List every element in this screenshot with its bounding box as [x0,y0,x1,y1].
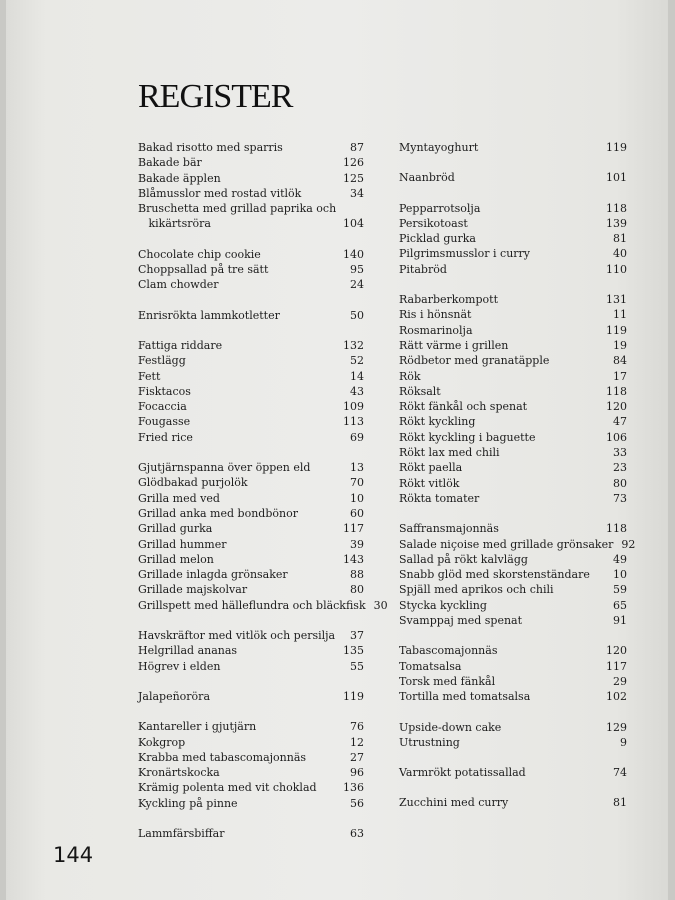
entry-page-number: 10 [613,568,627,582]
index-entry [138,277,364,292]
entry-name: Rök [399,369,421,383]
index-entry [399,430,627,445]
entry-page-number: 87 [350,141,364,154]
entry-name: Grillade majskolvar [138,583,248,597]
index-entry [138,140,364,155]
index-entry [399,338,627,353]
entry-page-number: 63 [350,826,364,840]
entry-page-number: 30 [373,598,388,612]
index-entry [138,521,364,536]
entry-page-number: 119 [343,689,364,703]
entry-name: Kantareller i gjutjärn [138,720,257,734]
index-entry [399,445,627,460]
entry-name: Krämig polenta med vit choklad [138,781,317,795]
index-entry [399,216,627,231]
index-letter-group [138,308,364,323]
entry-page-number: 129 [606,720,627,734]
entry-page-number: 84 [613,354,627,368]
entry-page-number: 40 [613,247,627,261]
entry-page-number: 37 [350,629,364,643]
entry-page-number: 50 [350,308,364,322]
entry-name: Krabba med tabascomajonnäs [138,750,307,764]
index-entry [138,369,364,384]
entry-name: Grillade inlagda grönsaker [138,568,288,582]
index-entry [138,338,364,353]
entry-name: Grillad gurka [138,522,213,536]
entry-page-number: 125 [343,171,364,185]
index-entry [138,750,364,765]
entry-name: Tomatsalsa [399,659,462,673]
index-entry [399,323,627,338]
entry-page-number: 43 [350,384,364,398]
index-entry [138,353,364,368]
entry-page-number: 11 [613,308,627,322]
entry-page-number: 69 [350,430,364,444]
index-entry [399,689,627,704]
entry-name: Rökt lax med chili [399,446,500,460]
entry-page-number: 9 [620,735,627,749]
index-letter-group [399,643,627,704]
entry-name: Kronärtskocka [138,766,220,780]
entry-page-number: 110 [606,262,627,276]
entry-page-number: 118 [606,201,627,215]
index-entry [138,689,364,704]
index-entry [138,552,364,567]
entry-page-number: 135 [343,644,364,658]
index-entry [138,171,364,186]
entry-name: Picklad gurka [399,232,476,246]
index-entry [138,765,364,780]
entry-page-number: 55 [350,659,364,673]
index-entry [138,719,364,734]
index-letter-group [399,292,627,506]
index-letter-group [138,460,388,613]
entry-page-number: 81 [613,232,627,246]
entry-name: Bakade bär [138,156,202,170]
entry-name: Sallad på rökt kalvlägg [399,552,528,566]
entry-name: Rökt vitlök [399,476,460,490]
entry-page-number: 81 [613,796,627,810]
index-entry [138,186,364,201]
index-entry [138,384,364,399]
index-entry [138,567,364,582]
entry-name: Rosmarinolja [399,323,473,337]
entry-page-number: 23 [613,461,627,475]
entry-name: Jalapeñoröra [138,689,210,703]
entry-page-number: 13 [350,461,364,475]
entry-name: Zucchini med curry [399,796,509,810]
index-entry [138,643,364,658]
entry-page-number: 80 [613,476,627,490]
entry-name: Grillad melon [138,552,214,566]
entry-name: Grillspett med hälleflundra och bläckfisk [138,598,366,612]
entry-name: Bakad risotto med sparris [138,141,283,154]
entry-page-number: 119 [606,141,627,154]
entry-name: Pilgrimsmusslor i curry [399,247,531,261]
index-entry [399,369,627,384]
entry-name: Rökt kyckling [399,415,476,429]
entry-name: Svamppaj med spenat [399,614,523,628]
index-entry [399,720,627,735]
entry-name: Pitabröd [399,262,447,276]
index-entry [138,430,364,445]
index-entry [138,582,364,597]
index-entry [399,552,627,567]
entry-page-number: 118 [606,384,627,398]
entry-page-number: 52 [350,354,364,368]
entry-name: Myntayoghurt [399,141,479,154]
entry-page-number: 24 [350,278,364,292]
entry-name: Gjutjärnspanna över öppen eld [138,461,311,475]
index-entry [138,598,388,613]
entry-name: Rökta tomater [399,491,480,505]
entry-page-number: 76 [350,720,364,734]
entry-page-number: 74 [613,766,627,780]
entry-page-number: 91 [613,614,627,628]
entry-name: Rökt fänkål och spenat [399,400,528,414]
entry-page-number: 49 [613,552,627,566]
entry-name: Grilla med ved [138,491,220,505]
entry-name: Tortilla med tomatsalsa [399,690,531,704]
entry-name: Festlägg [138,354,186,368]
entry-name: Ris i hönsnät [399,308,472,322]
entry-page-number: 17 [613,369,627,383]
index-entry [399,231,627,246]
index-letter-group [399,795,627,810]
entry-page-number: 131 [606,293,627,307]
entry-page-number: 39 [350,537,364,551]
index-letter-group [138,719,364,811]
entry-page-number: 65 [613,598,627,612]
index-letter-group [399,720,627,751]
index-entry [399,414,627,429]
index-entry [399,353,627,368]
index-letter-group [399,521,636,628]
entry-name: Choppsallad på tre sätt [138,263,269,277]
entry-name: Fisktacos [138,384,191,398]
entry-page-number: 12 [350,735,364,749]
index-entry [138,399,364,414]
entry-name: Blåmusslor med rostad vitlök [138,186,302,200]
index-entry [399,399,627,414]
entry-page-number: 139 [606,216,627,230]
entry-name: Rökt paella [399,461,463,475]
entry-name: Persikotoast [399,216,468,230]
entry-name: Kyckling på pinne [138,796,238,810]
index-entry [399,567,627,582]
index-letter-group [138,628,364,674]
entry-page-number: 80 [350,583,364,597]
book-page [6,0,668,900]
index-entry [399,491,627,506]
index-letter-group [138,247,364,293]
index-entry [399,613,627,628]
index-letter-group [138,826,364,841]
index-entry [138,414,364,429]
entry-name: Stycka kyckling [399,598,487,612]
entry-name: Rödbetor med granatäpple [399,354,550,368]
entry-page-number: 47 [613,415,627,429]
entry-name: Naanbröd [399,171,455,185]
index-entry [138,262,364,277]
index-entry [399,307,627,322]
entry-page-number: 126 [343,156,364,170]
index-entry [399,476,627,491]
entry-page-number: 70 [350,476,364,490]
entry-page-number: 119 [606,323,627,337]
entry-page-number: 117 [606,659,627,673]
index-column-left [138,140,388,856]
index-entry [399,643,627,658]
entry-name: Fett [138,369,161,383]
entry-name: Fried rice [138,430,193,444]
entry-page-number: 60 [350,506,364,520]
index-entry [399,765,627,780]
entry-name: Chocolate chip cookie [138,247,261,261]
entry-page-number: 10 [350,491,364,505]
index-letter-group [138,338,364,445]
entry-page-number: 34 [350,186,364,200]
entry-page-number: 101 [606,171,627,185]
index-letter-group [399,140,627,155]
entry-name: Grillad hummer [138,537,227,551]
index-entry [399,384,627,399]
index-entry [399,201,627,216]
entry-page-number: 120 [606,400,627,414]
entry-name: Lammfärsbiffar [138,826,225,840]
entry-page-number: 113 [343,415,364,429]
entry-name: Bakade äpplen [138,171,221,185]
entry-name: Högrev i elden [138,659,221,673]
index-entry [138,491,364,506]
index-entry [399,735,627,750]
entry-name: Pepparrotsolja [399,201,481,215]
entry-name: Rabarberkompott [399,293,498,307]
entry-page-number: 88 [350,568,364,582]
entry-page-number: 143 [343,552,364,566]
entry-page-number: 27 [350,750,364,764]
index-entry [138,201,364,232]
entry-page-number: 132 [343,338,364,352]
index-letter-group [399,765,627,780]
index-entry [399,521,627,536]
index-letter-group [138,689,364,704]
index-entry [399,598,627,613]
index-entry [399,659,627,674]
entry-name: Saffransmajonnäs [399,522,499,536]
entry-name: Utrustning [399,735,460,749]
entry-name: Bruschetta med grillad paprika och kikärtsröra [138,202,337,231]
index-entry [138,460,364,475]
entry-page-number: 59 [613,583,627,597]
entry-name: Havskräftor med vitlök och persilja [138,629,336,643]
entry-name: Fattiga riddare [138,338,223,352]
entry-name: Focaccia [138,400,187,414]
entry-page-number: 118 [606,522,627,536]
index-entry [399,674,627,689]
entry-page-number: 33 [613,446,627,460]
entry-page-number: 102 [606,690,627,704]
entry-page-number: 29 [613,674,627,688]
index-letter-group [399,201,627,277]
entry-name: Varmrökt potatissallad [399,766,526,780]
index-entry [138,475,364,490]
entry-name: Rätt värme i grillen [399,338,509,352]
entry-page-number: 117 [343,522,364,536]
entry-page-number: 19 [613,338,627,352]
index-entry [399,170,627,185]
index-entry [399,537,636,552]
entry-name: Torsk med fänkål [399,674,496,688]
index-entry [138,628,364,643]
entry-page-number: 109 [343,400,364,414]
entry-name: Fougasse [138,415,191,429]
entry-page-number: 136 [343,781,364,795]
page-number: 144 [53,843,94,867]
index-letter-group [399,170,627,185]
index-entry [399,292,627,307]
entry-name: Clam chowder [138,278,219,292]
index-column-right [399,140,636,826]
entry-page-number: 96 [350,766,364,780]
entry-name: Spjäll med aprikos och chili [399,583,554,597]
entry-name: Grillad anka med bondbönor [138,506,298,520]
entry-page-number: 95 [350,263,364,277]
index-entry [138,247,364,262]
entry-page-number: 106 [606,430,627,444]
entry-name: Kokgrop [138,735,186,749]
entry-name: Upside-down cake [399,720,502,734]
index-entry [399,582,627,597]
entry-name: Glödbakad purjolök [138,476,248,490]
entry-name: Rökt kyckling i baguette [399,430,536,444]
index-entry [138,308,364,323]
index-entry [138,155,364,170]
index-letter-group [138,140,364,232]
entry-page-number: 14 [350,369,364,383]
entry-page-number: 120 [606,644,627,658]
entry-name: Enrisrökta lammkotletter [138,308,280,322]
index-entry [138,735,364,750]
index-entry [138,537,364,552]
entry-name: Röksalt [399,384,441,398]
index-entry [399,262,627,277]
entry-page-number: 92 [621,537,636,551]
entry-name: Snabb glöd med skorstenständare [399,568,590,582]
entry-name: Tabascomajonnäs [399,644,498,658]
entry-page-number: 56 [350,796,364,810]
index-entry [138,780,364,795]
entry-page-number: 73 [613,491,627,505]
entry-name: Salade niçoise med grillade grönsaker [399,537,614,551]
index-entry [138,796,364,811]
index-entry [138,659,364,674]
index-entry [399,795,627,810]
index-entry [138,826,364,841]
entry-page-number: 104 [343,217,364,231]
index-entry [399,460,627,475]
index-entry [399,246,627,261]
index-entry [399,140,627,155]
entry-name: Helgrillad ananas [138,644,238,658]
index-entry [138,506,364,521]
entry-page-number: 140 [343,247,364,261]
page-title: REGISTER [138,78,293,115]
